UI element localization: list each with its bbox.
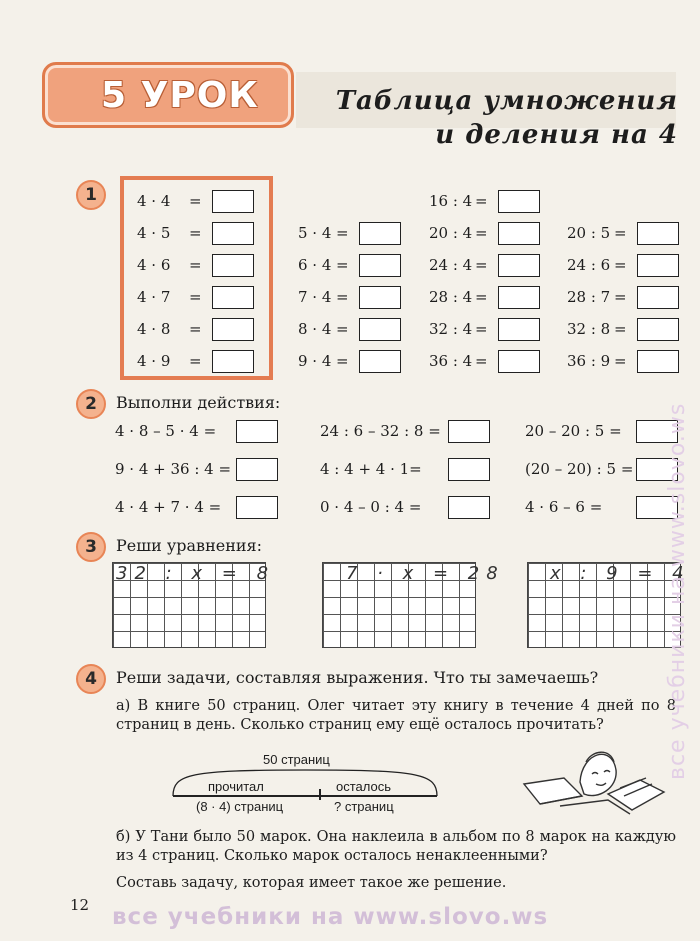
- task1-expr: 7 · 4: [298, 288, 332, 306]
- watermark-bottom: все учебники на www.slovo.ws: [112, 904, 549, 930]
- answer-box[interactable]: [212, 222, 254, 245]
- task1-expr: 6 · 4: [298, 256, 332, 274]
- task2-expr: 4 : 4 + 4 · 1=: [320, 460, 422, 478]
- diagram-total-label: 50 страниц: [263, 752, 330, 767]
- problem-a: а) В книге 50 страниц. Олег читает эту книгу в течение 4 дней по 8 страниц в день. Сколько страниц ему ещё осталось прочитать?: [116, 698, 676, 733]
- watermark-side: все учебники на www.slovo.ws: [665, 402, 690, 780]
- task1-expr: 4 · 9: [137, 352, 171, 370]
- task2-expr: 4 · 6 – 6 =: [525, 498, 603, 516]
- answer-box[interactable]: [212, 286, 254, 309]
- equation-2: 7 · x = 28: [346, 563, 505, 584]
- answer-box[interactable]: [359, 222, 401, 245]
- task1-expr: 4 · 5: [137, 224, 171, 242]
- answer-box[interactable]: [236, 496, 278, 519]
- equation-1: 32 : x = 8: [116, 563, 276, 584]
- answer-box[interactable]: [498, 350, 540, 373]
- equals-sign: =: [475, 320, 488, 338]
- equation-3: x : 9 = 4: [550, 563, 691, 584]
- task1-expr: 4 · 7: [137, 288, 171, 306]
- equals-sign: =: [475, 352, 488, 370]
- answer-box[interactable]: [498, 254, 540, 277]
- task2-expr: 20 – 20 : 5 =: [525, 422, 622, 440]
- task2-expr: 24 : 6 – 32 : 8 =: [320, 422, 441, 440]
- answer-box[interactable]: [498, 190, 540, 213]
- answer-box[interactable]: [637, 254, 679, 277]
- answer-box[interactable]: [637, 286, 679, 309]
- task1-expr: 36 : 9: [567, 352, 611, 370]
- equals-sign: =: [336, 320, 349, 338]
- boy-reading-illustration: [520, 722, 670, 818]
- diagram-read-label: прочитал: [208, 779, 264, 794]
- task1-expr: 24 : 4: [429, 256, 473, 274]
- task1-expr: 8 · 4: [298, 320, 332, 338]
- equals-sign: =: [475, 256, 488, 274]
- answer-box[interactable]: [448, 458, 490, 481]
- equals-sign: =: [189, 256, 202, 274]
- task-number-3: 3: [76, 532, 106, 562]
- equals-sign: =: [475, 224, 488, 242]
- equals-sign: =: [189, 192, 202, 210]
- answer-box[interactable]: [359, 318, 401, 341]
- equals-sign: =: [614, 320, 627, 338]
- task1-expr: 16 : 4: [429, 192, 473, 210]
- answer-box[interactable]: [212, 190, 254, 213]
- task-number-4: 4: [76, 664, 106, 694]
- task1-expr: 4 · 6: [137, 256, 171, 274]
- answer-box[interactable]: [359, 286, 401, 309]
- task3-heading: Реши уравнения:: [116, 536, 263, 555]
- answer-box[interactable]: [498, 286, 540, 309]
- task2-heading: Выполни действия:: [116, 393, 281, 412]
- equals-sign: =: [475, 192, 488, 210]
- lesson-label: 5 УРОК: [101, 75, 259, 116]
- answer-box[interactable]: [448, 420, 490, 443]
- task1-expr: 4 · 4: [137, 192, 171, 210]
- equals-sign: =: [336, 224, 349, 242]
- equals-sign: =: [189, 320, 202, 338]
- task1-expr: 32 : 8: [567, 320, 611, 338]
- task2-expr: (20 – 20) : 5 =: [525, 460, 634, 478]
- task1-expr: 24 : 6: [567, 256, 611, 274]
- task2-expr: 0 · 4 – 0 : 4 =: [320, 498, 422, 516]
- task2-expr: 9 · 4 + 36 : 4 =: [115, 460, 232, 478]
- equals-sign: =: [614, 352, 627, 370]
- answer-box[interactable]: [212, 318, 254, 341]
- task4-heading: Реши задачи, составляя выражения. Что ты замечаешь?: [116, 668, 599, 687]
- equals-sign: =: [475, 288, 488, 306]
- task1-expr: 36 : 4: [429, 352, 473, 370]
- task1-expr: 4 · 8: [137, 320, 171, 338]
- equals-sign: =: [336, 288, 349, 306]
- answer-box[interactable]: [498, 318, 540, 341]
- equals-sign: =: [614, 288, 627, 306]
- equals-sign: =: [189, 224, 202, 242]
- equals-sign: =: [189, 288, 202, 306]
- task-number-1: 1: [76, 180, 106, 210]
- answer-box[interactable]: [637, 318, 679, 341]
- page-number: 12: [70, 896, 90, 914]
- answer-box[interactable]: [236, 420, 278, 443]
- answer-box[interactable]: [448, 496, 490, 519]
- task-number-2: 2: [76, 389, 106, 419]
- equals-sign: =: [189, 352, 202, 370]
- lesson-badge: [42, 62, 294, 128]
- answer-box[interactable]: [359, 254, 401, 277]
- task2-expr: 4 · 4 + 7 · 4 =: [115, 498, 222, 516]
- task1-expr: 28 : 7: [567, 288, 611, 306]
- equals-sign: =: [336, 256, 349, 274]
- compose-task: Составь задачу, которая имеет такое же решение.: [116, 875, 507, 891]
- task1-expr: 20 : 5: [567, 224, 611, 242]
- task2-expr: 4 · 8 – 5 · 4 =: [115, 422, 217, 440]
- answer-box[interactable]: [498, 222, 540, 245]
- answer-box[interactable]: [637, 222, 679, 245]
- equals-sign: =: [336, 352, 349, 370]
- answer-box[interactable]: [637, 350, 679, 373]
- task1-expr: 32 : 4: [429, 320, 473, 338]
- diagram-left-label: осталось: [336, 779, 392, 794]
- page-title-line1: Таблица умножения: [335, 86, 678, 116]
- answer-box[interactable]: [236, 458, 278, 481]
- task1-expr: 20 : 4: [429, 224, 473, 242]
- task1-expr: 9 · 4: [298, 352, 332, 370]
- equals-sign: =: [614, 256, 627, 274]
- problem-b: б) У Тани было 50 марок. Она наклеила в альбом по 8 марок на каждую из 4 страниц. Сколько марок осталось ненаклеенными?: [116, 829, 676, 864]
- answer-box[interactable]: [212, 350, 254, 373]
- answer-box[interactable]: [359, 350, 401, 373]
- diagram-read-value: (8 · 4) страниц: [196, 799, 284, 814]
- task1-expr: 28 : 4: [429, 288, 473, 306]
- equals-sign: =: [614, 224, 627, 242]
- page-title-line2: и деления на 4: [435, 120, 678, 150]
- task1-expr: 5 · 4: [298, 224, 332, 242]
- diagram-left-value: ? страниц: [334, 799, 394, 814]
- answer-box[interactable]: [212, 254, 254, 277]
